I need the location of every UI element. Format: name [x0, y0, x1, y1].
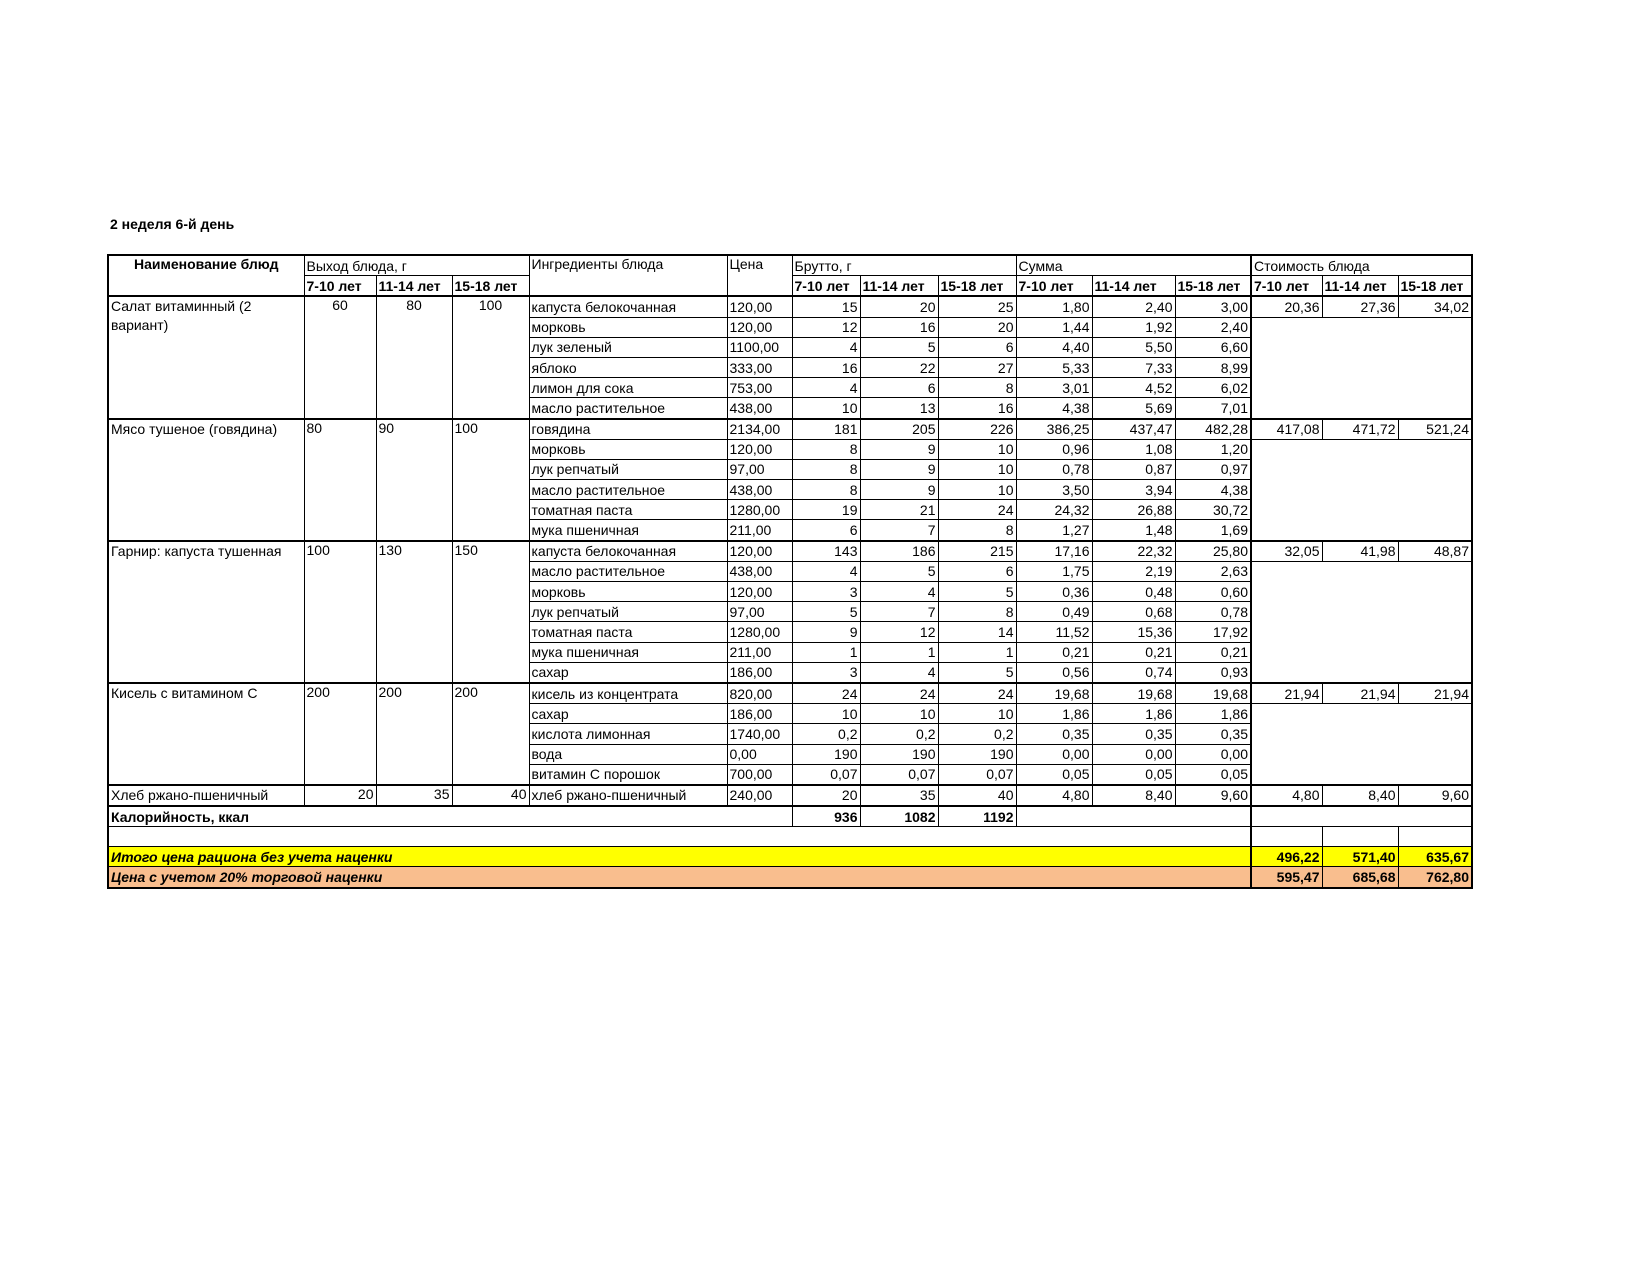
ingredient-gross-1: 10 [792, 704, 860, 724]
ingredient-name: мука пшеничная [529, 642, 727, 662]
total-without-markup-row [108, 847, 1472, 867]
dish-cost-1: 20,36 [1251, 296, 1322, 317]
dish-cost-2: 471,72 [1322, 419, 1398, 440]
ingredient-sum-1: 1,44 [1016, 317, 1092, 337]
header-sum-age-3: 15-18 лет [1175, 276, 1251, 297]
dish-name: Кисель с витамином С [108, 683, 304, 785]
dish-name: Салат витаминный (2 вариант) [108, 296, 304, 418]
calories-value-1: 936 [792, 806, 860, 827]
ingredient-gross-2: 0,07 [860, 764, 938, 785]
ingredient-gross-1: 1 [792, 642, 860, 662]
ingredient-price: 1740,00 [727, 724, 792, 744]
header-row-1 [108, 255, 1472, 276]
ingredient-gross-2: 10 [860, 704, 938, 724]
ingredient-price: 700,00 [727, 764, 792, 785]
ingredient-price: 2134,00 [727, 419, 792, 440]
ingredient-sum-3: 4,38 [1175, 480, 1251, 500]
ingredient-sum-1: 4,40 [1016, 337, 1092, 357]
ingredient-gross-3: 0,07 [938, 764, 1016, 785]
ingredient-name: капуста белокочанная [529, 541, 727, 562]
ingredient-gross-1: 4 [792, 337, 860, 357]
ingredient-sum-3: 6,02 [1175, 378, 1251, 398]
ingredient-gross-3: 24 [938, 500, 1016, 520]
ingredient-sum-2: 1,48 [1092, 520, 1175, 541]
ingredient-gross-2: 35 [860, 785, 938, 806]
ingredient-gross-3: 10 [938, 480, 1016, 500]
ingredient-sum-2: 437,47 [1092, 419, 1175, 440]
ingredient-sum-3: 6,60 [1175, 337, 1251, 357]
dish-cost-empty [1251, 439, 1472, 540]
dish-cost-2: 21,94 [1322, 683, 1398, 704]
dish-cost-2: 27,36 [1322, 296, 1398, 317]
dish-cost-3: 34,02 [1398, 296, 1472, 317]
ingredient-gross-3: 27 [938, 357, 1016, 377]
dish-cost-empty [1251, 704, 1472, 785]
ingredient-price: 438,00 [727, 398, 792, 419]
calories-row [108, 806, 1472, 827]
ingredient-sum-2: 5,50 [1092, 337, 1175, 357]
calories-label: Калорийность, ккал [108, 806, 792, 827]
ingredient-gross-1: 16 [792, 357, 860, 377]
ingredient-sum-3: 30,72 [1175, 500, 1251, 520]
dish-output-3: 200 [452, 683, 529, 785]
ingredient-gross-3: 20 [938, 317, 1016, 337]
ingredient-name: масло растительное [529, 561, 727, 581]
ingredient-gross-1: 3 [792, 582, 860, 602]
ingredient-sum-3: 0,05 [1175, 764, 1251, 785]
ingredient-gross-1: 4 [792, 561, 860, 581]
ingredient-price: 0,00 [727, 744, 792, 764]
ingredient-gross-1: 8 [792, 459, 860, 479]
ingredient-gross-2: 13 [860, 398, 938, 419]
ingredient-sum-2: 0,87 [1092, 459, 1175, 479]
ingredient-gross-3: 5 [938, 662, 1016, 683]
total-value-3: 762,80 [1398, 867, 1472, 888]
ingredient-sum-3: 9,60 [1175, 785, 1251, 806]
spacer-cost-cell [1398, 827, 1472, 847]
ingredient-sum-3: 0,60 [1175, 582, 1251, 602]
total-value-1: 595,47 [1251, 867, 1322, 888]
dish-output-3: 100 [452, 296, 529, 418]
header-cost: Стоимость блюда [1251, 255, 1472, 276]
spacer-row [108, 827, 1472, 847]
ingredient-sum-3: 1,69 [1175, 520, 1251, 541]
ingredient-sum-2: 2,40 [1092, 296, 1175, 317]
page-title: 2 неделя 6-й день [110, 216, 235, 232]
ingredient-gross-1: 181 [792, 419, 860, 440]
dish-cost-3: 48,87 [1398, 541, 1472, 562]
ingredient-sum-3: 0,35 [1175, 724, 1251, 744]
ingredient-sum-3: 25,80 [1175, 541, 1251, 562]
ingredient-sum-2: 1,92 [1092, 317, 1175, 337]
ingredient-gross-2: 22 [860, 357, 938, 377]
ingredient-gross-3: 24 [938, 683, 1016, 704]
ingredient-name: сахар [529, 662, 727, 683]
ingredient-sum-2: 5,69 [1092, 398, 1175, 419]
dish-cost-3: 9,60 [1398, 785, 1472, 806]
total-label: Цена с учетом 20% торговой наценки [108, 867, 1251, 888]
dish-output-1: 200 [304, 683, 376, 785]
dish-output-2: 200 [376, 683, 452, 785]
ingredient-price: 1280,00 [727, 622, 792, 642]
header-cost-age-3: 15-18 лет [1398, 276, 1472, 297]
ingredient-gross-2: 9 [860, 439, 938, 459]
header-dish-name: Наименование блюд [108, 255, 304, 296]
ingredient-sum-3: 482,28 [1175, 419, 1251, 440]
ingredient-price: 120,00 [727, 439, 792, 459]
ingredient-name: лук репчатый [529, 459, 727, 479]
header-price: Цена [727, 255, 792, 296]
ingredient-gross-3: 6 [938, 337, 1016, 357]
ingredient-gross-2: 4 [860, 662, 938, 683]
dish-name: Хлеб ржано-пшеничный [108, 785, 304, 806]
ingredient-name: морковь [529, 582, 727, 602]
ingredient-gross-3: 6 [938, 561, 1016, 581]
ingredient-gross-1: 24 [792, 683, 860, 704]
ingredient-name: кисель из концентрата [529, 683, 727, 704]
spacer-cost-cell [1251, 827, 1322, 847]
dish-output-2: 35 [376, 785, 452, 806]
ingredient-name: вода [529, 744, 727, 764]
ingredient-price: 1100,00 [727, 337, 792, 357]
dish-cost-2: 41,98 [1322, 541, 1398, 562]
ingredient-sum-1: 0,56 [1016, 662, 1092, 683]
ingredient-sum-1: 0,49 [1016, 602, 1092, 622]
header-output-age-3: 15-18 лет [452, 276, 529, 297]
ingredient-gross-3: 8 [938, 602, 1016, 622]
total-with-markup-row [108, 867, 1472, 888]
ingredient-gross-2: 0,2 [860, 724, 938, 744]
ingredient-price: 211,00 [727, 520, 792, 541]
ingredient-sum-2: 0,05 [1092, 764, 1175, 785]
ingredient-sum-2: 0,21 [1092, 642, 1175, 662]
ingredient-sum-1: 0,35 [1016, 724, 1092, 744]
ingredient-sum-3: 7,01 [1175, 398, 1251, 419]
ingredient-gross-3: 1 [938, 642, 1016, 662]
ingredient-name: морковь [529, 439, 727, 459]
ingredient-sum-1: 1,80 [1016, 296, 1092, 317]
dish-output-1: 80 [304, 419, 376, 541]
ingredient-price: 1280,00 [727, 500, 792, 520]
dish-output-1: 60 [304, 296, 376, 418]
dish-cost-1: 32,05 [1251, 541, 1322, 562]
ingredient-sum-3: 19,68 [1175, 683, 1251, 704]
ingredient-gross-1: 190 [792, 744, 860, 764]
calories-value-2: 1082 [860, 806, 938, 827]
ingredient-price: 97,00 [727, 459, 792, 479]
ingredient-gross-3: 10 [938, 704, 1016, 724]
ingredient-price: 438,00 [727, 561, 792, 581]
header-output-age-2: 11-14 лет [376, 276, 452, 297]
header-sum: Сумма [1016, 255, 1251, 276]
ingredient-sum-1: 1,75 [1016, 561, 1092, 581]
ingredient-gross-1: 15 [792, 296, 860, 317]
ingredient-name: масло растительное [529, 480, 727, 500]
ingredient-gross-2: 9 [860, 459, 938, 479]
ingredient-sum-2: 0,74 [1092, 662, 1175, 683]
ingredient-gross-3: 40 [938, 785, 1016, 806]
ingredient-sum-2: 26,88 [1092, 500, 1175, 520]
table-row [108, 541, 1472, 562]
ingredient-gross-2: 4 [860, 582, 938, 602]
ingredient-name: хлеб ржано-пшеничный [529, 785, 727, 806]
dish-output-2: 130 [376, 541, 452, 683]
header-gross-age-3: 15-18 лет [938, 276, 1016, 297]
ingredient-name: томатная паста [529, 500, 727, 520]
ingredient-sum-1: 5,33 [1016, 357, 1092, 377]
ingredient-sum-3: 0,97 [1175, 459, 1251, 479]
calories-value-3: 1192 [938, 806, 1016, 827]
ingredient-sum-2: 2,19 [1092, 561, 1175, 581]
ingredient-gross-3: 10 [938, 459, 1016, 479]
menu-table [107, 254, 1473, 889]
ingredient-name: сахар [529, 704, 727, 724]
total-value-3: 635,67 [1398, 847, 1472, 867]
ingredient-gross-1: 19 [792, 500, 860, 520]
ingredient-sum-2: 4,52 [1092, 378, 1175, 398]
ingredient-gross-3: 5 [938, 582, 1016, 602]
header-gross-age-2: 11-14 лет [860, 276, 938, 297]
ingredient-gross-2: 190 [860, 744, 938, 764]
header-sum-age-2: 11-14 лет [1092, 276, 1175, 297]
ingredient-gross-2: 205 [860, 419, 938, 440]
ingredient-sum-3: 17,92 [1175, 622, 1251, 642]
ingredient-sum-1: 19,68 [1016, 683, 1092, 704]
dish-name: Мясо тушеное (говядина) [108, 419, 304, 541]
header-output: Выход блюда, г [304, 255, 529, 276]
dish-cost-1: 417,08 [1251, 419, 1322, 440]
ingredient-gross-3: 14 [938, 622, 1016, 642]
ingredient-gross-2: 186 [860, 541, 938, 562]
ingredient-sum-1: 24,32 [1016, 500, 1092, 520]
ingredient-gross-2: 7 [860, 520, 938, 541]
ingredient-gross-2: 1 [860, 642, 938, 662]
ingredient-gross-3: 215 [938, 541, 1016, 562]
ingredient-gross-3: 16 [938, 398, 1016, 419]
spacer-cost-cell [1322, 827, 1398, 847]
ingredient-price: 120,00 [727, 582, 792, 602]
dish-output-3: 100 [452, 419, 529, 541]
ingredient-gross-3: 190 [938, 744, 1016, 764]
ingredient-price: 438,00 [727, 480, 792, 500]
dish-cost-3: 21,94 [1398, 683, 1472, 704]
ingredient-sum-3: 0,93 [1175, 662, 1251, 683]
ingredient-sum-2: 19,68 [1092, 683, 1175, 704]
header-output-age-1: 7-10 лет [304, 276, 376, 297]
ingredient-sum-1: 3,50 [1016, 480, 1092, 500]
ingredient-gross-1: 143 [792, 541, 860, 562]
dish-output-2: 90 [376, 419, 452, 541]
header-gross: Брутто, г [792, 255, 1016, 276]
header-ingredients: Ингредиенты блюда [529, 255, 727, 296]
ingredient-name: масло растительное [529, 398, 727, 419]
ingredient-gross-3: 0,2 [938, 724, 1016, 744]
ingredient-price: 120,00 [727, 541, 792, 562]
ingredient-sum-1: 0,21 [1016, 642, 1092, 662]
header-cost-age-1: 7-10 лет [1251, 276, 1322, 297]
dish-cost-3: 521,24 [1398, 419, 1472, 440]
ingredient-sum-1: 11,52 [1016, 622, 1092, 642]
ingredient-gross-1: 6 [792, 520, 860, 541]
ingredient-name: морковь [529, 317, 727, 337]
ingredient-sum-3: 2,40 [1175, 317, 1251, 337]
ingredient-sum-3: 1,86 [1175, 704, 1251, 724]
ingredient-price: 97,00 [727, 602, 792, 622]
dish-cost-empty [1251, 317, 1472, 418]
ingredient-gross-1: 8 [792, 480, 860, 500]
ingredient-sum-3: 0,78 [1175, 602, 1251, 622]
dish-output-3: 40 [452, 785, 529, 806]
ingredient-sum-2: 0,48 [1092, 582, 1175, 602]
ingredient-sum-2: 0,00 [1092, 744, 1175, 764]
ingredient-sum-2: 22,32 [1092, 541, 1175, 562]
ingredient-gross-1: 0,2 [792, 724, 860, 744]
header-cost-age-2: 11-14 лет [1322, 276, 1398, 297]
ingredient-gross-1: 3 [792, 662, 860, 683]
ingredient-name: лимон для сока [529, 378, 727, 398]
ingredient-gross-2: 12 [860, 622, 938, 642]
ingredient-name: томатная паста [529, 622, 727, 642]
ingredient-sum-1: 1,27 [1016, 520, 1092, 541]
dish-cost-2: 8,40 [1322, 785, 1398, 806]
dish-name: Гарнир: капуста тушенная [108, 541, 304, 683]
ingredient-gross-1: 4 [792, 378, 860, 398]
ingredient-sum-3: 2,63 [1175, 561, 1251, 581]
ingredient-sum-2: 1,86 [1092, 704, 1175, 724]
ingredient-sum-1: 0,96 [1016, 439, 1092, 459]
ingredient-sum-2: 0,68 [1092, 602, 1175, 622]
ingredient-gross-1: 10 [792, 398, 860, 419]
ingredient-name: лук репчатый [529, 602, 727, 622]
ingredient-gross-3: 8 [938, 520, 1016, 541]
ingredient-gross-3: 10 [938, 439, 1016, 459]
ingredient-sum-3: 0,00 [1175, 744, 1251, 764]
ingredient-sum-1: 0,36 [1016, 582, 1092, 602]
spacer-cell [108, 827, 1251, 847]
ingredient-price: 820,00 [727, 683, 792, 704]
ingredient-sum-3: 8,99 [1175, 357, 1251, 377]
ingredient-gross-1: 8 [792, 439, 860, 459]
ingredient-gross-2: 16 [860, 317, 938, 337]
total-value-1: 496,22 [1251, 847, 1322, 867]
table-row [108, 419, 1472, 440]
ingredient-gross-1: 0,07 [792, 764, 860, 785]
ingredient-gross-2: 6 [860, 378, 938, 398]
ingredient-sum-1: 386,25 [1016, 419, 1092, 440]
ingredient-gross-2: 24 [860, 683, 938, 704]
ingredient-sum-1: 0,05 [1016, 764, 1092, 785]
dish-output-1: 20 [304, 785, 376, 806]
ingredient-sum-2: 0,35 [1092, 724, 1175, 744]
ingredient-sum-2: 3,94 [1092, 480, 1175, 500]
ingredient-gross-2: 5 [860, 337, 938, 357]
header-sum-age-1: 7-10 лет [1016, 276, 1092, 297]
calories-sum-empty [1016, 806, 1251, 827]
ingredient-gross-1: 5 [792, 602, 860, 622]
ingredient-sum-2: 7,33 [1092, 357, 1175, 377]
ingredient-sum-1: 4,80 [1016, 785, 1092, 806]
total-value-2: 571,40 [1322, 847, 1398, 867]
table-row [108, 785, 1472, 806]
ingredient-name: яблоко [529, 357, 727, 377]
ingredient-sum-2: 1,08 [1092, 439, 1175, 459]
ingredient-price: 186,00 [727, 662, 792, 683]
ingredient-price: 211,00 [727, 642, 792, 662]
ingredient-sum-1: 0,78 [1016, 459, 1092, 479]
ingredient-gross-2: 21 [860, 500, 938, 520]
dish-cost-1: 21,94 [1251, 683, 1322, 704]
ingredient-gross-2: 5 [860, 561, 938, 581]
ingredient-name: капуста белокочанная [529, 296, 727, 317]
ingredient-gross-3: 25 [938, 296, 1016, 317]
ingredient-price: 333,00 [727, 357, 792, 377]
ingredient-price: 186,00 [727, 704, 792, 724]
ingredient-gross-1: 12 [792, 317, 860, 337]
ingredient-sum-3: 0,21 [1175, 642, 1251, 662]
dish-cost-empty [1251, 561, 1472, 683]
ingredient-name: мука пшеничная [529, 520, 727, 541]
ingredient-sum-1: 0,00 [1016, 744, 1092, 764]
ingredient-gross-3: 8 [938, 378, 1016, 398]
dish-output-2: 80 [376, 296, 452, 418]
ingredient-gross-2: 20 [860, 296, 938, 317]
dish-output-1: 100 [304, 541, 376, 683]
ingredient-gross-2: 7 [860, 602, 938, 622]
ingredient-sum-1: 17,16 [1016, 541, 1092, 562]
dish-output-3: 150 [452, 541, 529, 683]
ingredient-sum-3: 1,20 [1175, 439, 1251, 459]
ingredient-price: 753,00 [727, 378, 792, 398]
ingredient-gross-3: 226 [938, 419, 1016, 440]
total-label: Итого цена рациона без учета наценки [108, 847, 1251, 867]
ingredient-name: говядина [529, 419, 727, 440]
ingredient-price: 120,00 [727, 296, 792, 317]
ingredient-gross-1: 20 [792, 785, 860, 806]
ingredient-price: 240,00 [727, 785, 792, 806]
ingredient-name: кислота лимонная [529, 724, 727, 744]
ingredient-sum-1: 4,38 [1016, 398, 1092, 419]
ingredient-price: 120,00 [727, 317, 792, 337]
ingredient-sum-2: 15,36 [1092, 622, 1175, 642]
calories-cost-empty [1251, 806, 1472, 827]
ingredient-gross-1: 9 [792, 622, 860, 642]
ingredient-sum-1: 3,01 [1016, 378, 1092, 398]
total-value-2: 685,68 [1322, 867, 1398, 888]
ingredient-sum-3: 3,00 [1175, 296, 1251, 317]
dish-cost-1: 4,80 [1251, 785, 1322, 806]
table-row [108, 683, 1472, 704]
ingredient-name: лук зеленый [529, 337, 727, 357]
ingredient-name: витамин С порошок [529, 764, 727, 785]
table-row [108, 296, 1472, 317]
ingredient-sum-2: 8,40 [1092, 785, 1175, 806]
header-gross-age-1: 7-10 лет [792, 276, 860, 297]
ingredient-gross-2: 9 [860, 480, 938, 500]
ingredient-sum-1: 1,86 [1016, 704, 1092, 724]
